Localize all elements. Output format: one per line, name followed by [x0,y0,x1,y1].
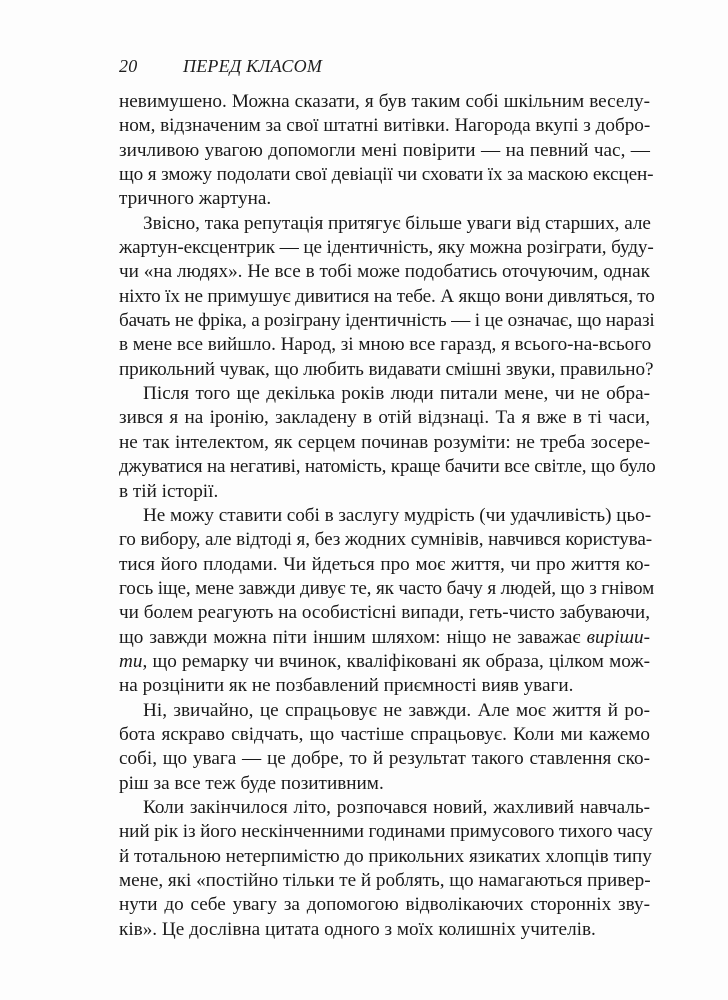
text-line: в мене все вийшло. Народ, зі мною все гаразд, я всього-на-всього [119,334,652,356]
text-line: нути до себе увагу за допомогою відволікаючих сторонніх зву- [119,894,650,916]
page-number: 20 [119,56,138,76]
text-line: го вибору, але відтоді я, без жодних сумнівів, навчився користува- [119,529,653,551]
text-fragment: , що ремарку чи вчинок, кваліфіковані як образа, цілком мож- [142,650,650,672]
paragraph [119,504,655,699]
text-line: джуватися на негативі, натомість, краще бачити все світле, що було [119,456,656,478]
text-line: ний рік із його нескінченними годинами примусового тихого часу [119,821,653,843]
italic-fragment: виріши- [586,626,650,648]
text-line: тричного жартуна. [119,188,272,210]
paragraph [119,212,655,382]
text-line: бачать не фріка, а розіграну ідентичність — і це означає, що наразі [119,310,655,332]
text-line: Коли закінчилося літо, розпочався новий, жахливий навчаль- [143,796,650,818]
text-line: Після того ще декілька років люди питали мене, чи не обра- [143,383,650,405]
chapter-title: ПЕРЕД КЛАСОМ [183,56,323,76]
italic-fragment: ти [119,650,143,672]
text-line: не так інтелектом, як серцем починав розуміти: не треба зосере- [119,431,650,453]
text-line: що я зможу подолати свої девіації чи сховати їх за маскою ексцен- [119,164,654,186]
paragraph [119,90,654,212]
paragraph [119,382,656,504]
text-line: прикольний чувак, що любить видавати смішні звуки, правильно? [119,358,654,380]
text-line: гось іще, мене завжди дивує те, як часто бачу я людей, що з гнівом [119,577,655,599]
text-line: зичливою увагою допомогли мені повірити — на певний час, — [119,139,650,161]
text-line: жартун-ексцентрик — це ідентичність, яку можна розіграти, буду- [119,237,654,259]
paragraph [119,796,653,942]
text-line: бота яскраво свідчать, що частіше спрацьовує. Коли ми кажемо [119,723,650,745]
text-fragment: що завжди можна піти іншим шляхом: ніщо не заважає [119,626,587,648]
paragraph [119,699,650,796]
text-line: чи болем реагують на особистісні випади, геть-чисто забуваючи, [119,602,650,624]
text-line: ніхто їх не примушує дивитися на тебе. А якщо вони дивляться, то [119,285,655,307]
text-line: й тотальною нетерпимістю до прикольних язикатих хлопців типу [119,845,652,867]
text-line: ном, відзначеним за свої штатні витівки. Нагорода вкупі з добро- [119,115,651,137]
text-line [119,650,650,674]
text-line: ріш за все теж буде позитивним. [119,772,384,794]
text-line: Звісно, така репутація притягує більше уваги від старших, але [143,212,651,234]
text-line: Не можу ставити собі в заслугу мудрість (чи удачливість) цьо- [143,504,652,526]
text-line: чи «на людях». Не все в тобі може подобатись оточуючим, однак [119,261,650,283]
text-line: на розцінити як не позбавлений приємності вияв уваги. [119,675,574,697]
text-line: собі, що увага — це добре, то й результат такого ставлення ско- [119,748,650,770]
text-line: зився я на іронію, закладену в отій відзнаці. Та я вже в ті часи, [119,407,650,429]
text-line: тися його плодами. Чи йдеться про моє життя, чи про життя ко- [119,553,650,575]
text-line: в тій історії. [119,480,219,502]
text-line: невимушено. Можна сказати, я був таким собі шкільним веселу- [119,91,650,112]
running-head [119,56,322,77]
text-line: мене, які «постійно тільки те й роблять, що намагаються привер- [119,870,651,891]
body-text [119,90,656,942]
text-line [119,626,650,650]
text-line: Ні, звичайно, це спрацьовує не завжди. Але моє життя й ро- [143,699,650,721]
text-line: ків». Це дослівна цитата одного з моїх колишніх учителів. [119,918,596,940]
